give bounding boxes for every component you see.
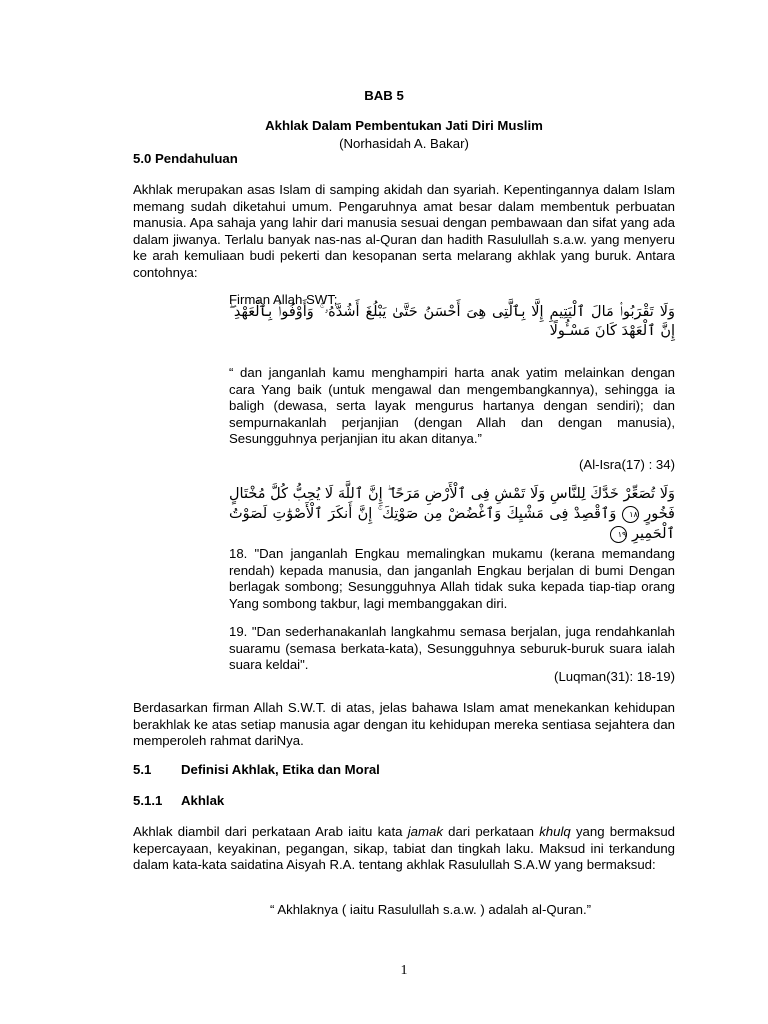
section-number: 5.1.1	[133, 793, 163, 808]
quote2-translation-18: 18. "Dan janganlah Engkau memalingkan mukamu (kerana memandang rendah) kepada manusia, dan janganlah Engkau berjalan di bumi Dengan berlagak sombong; Sesungguhnya Allah tidak suka kepada tiap-tiap orang Yang sombong takbur, lagi membanggakan diri.	[229, 546, 675, 611]
quote1-arabic-verse: وَلَا تَقْرَبُوا۟ مَالَ ٱلْيَتِيمِ إِلَّا بِٱلَّتِى هِىَ أَحْسَنُ حَتَّىٰ يَبْلُغَ أَشُدَّهُۥ ۚ وَأَوْفُوا۟ بِٱلْعَهْدِ ۖ إِنَّ ٱلْعَهْدَ كَانَ مَسْـُٔولًا	[229, 304, 675, 339]
text-run: Akhlak diambil dari perkataan Arab iaitu kata	[133, 824, 408, 839]
text-run: yang bermaksud kepercayaan, keyakinan, pegangan, sikap, tabiat dan tingkah laku. Maksud ini terkandung dalam kata-kata saidatina Aisyah R.A. tentang akhlak Rasulullah S.A.W yang bermaksud:	[133, 824, 675, 873]
section-heading-5-1-1	[133, 793, 225, 808]
ayah-marker-icon: ١٩	[610, 526, 627, 543]
quote1-reference: (Al-Isra(17) : 34)	[579, 457, 675, 472]
aisyah-quote: “ Akhlaknya ( iaitu Rasulullah s.a.w. ) adalah al-Quran.”	[270, 902, 592, 917]
italic-term: khulq	[539, 824, 571, 839]
italic-term: jamak	[407, 824, 443, 839]
akhlak-definition-paragraph	[133, 824, 675, 874]
quote1-intro: Firman Allah SWT;	[229, 292, 338, 307]
section-number: 5.1	[133, 762, 152, 777]
quote2-reference: (Luqman(31): 18-19)	[554, 669, 675, 684]
chapter-label: BAB 5	[364, 88, 404, 103]
quote2-translation-19: 19. "Dan sederhanakanlah langkahmu semasa berjalan, juga rendahkanlah suaramu (semasa berkata-kata), Sesungguhnya seburuk-buruk suara ialah suara keldai".	[229, 624, 675, 673]
text-run: dari perkataan	[442, 824, 540, 839]
section-title: Akhlak	[181, 793, 225, 808]
chapter-title: Akhlak Dalam Pembentukan Jati Diri Muslim	[265, 118, 543, 133]
author-name: (Norhasidah A. Bakar)	[339, 136, 469, 151]
conclusion-paragraph: Berdasarkan firman Allah S.W.T. di atas, jelas bahawa Islam amat menekankan kehidupan berakhlak ke atas setiap manusia agar dengan itu kehidupan mereka sentiasa sejahtera dan memperoleh rahmat dariNya.	[133, 700, 675, 749]
section-title: Definisi Akhlak, Etika dan Moral	[181, 762, 380, 777]
quote2-arabic-verses	[229, 484, 675, 544]
quote2-arabic-verse-18: وَلَا تُصَعِّرْ خَدَّكَ لِلنَّاسِ وَلَا تَمْشِ فِى ٱلْأَرْضِ مَرَحًا ۖ إِنَّ ٱللَّهَ لَا يُحِبُّ كُلَّ مُخْتَالٍ فَخُورٍ	[229, 486, 675, 522]
section-heading-5-0: 5.0 Pendahuluan	[133, 151, 238, 166]
quote2-arabic-verse-19: وَٱقْصِدْ فِى مَشْيِكَ وَٱغْضُضْ مِن صَوْتِكَ ۚ إِنَّ أَنكَرَ ٱلْأَصْوَٰتِ لَصَوْتُ ٱلْحَمِيرِ	[229, 506, 675, 542]
page-number: 1	[400, 963, 408, 978]
quote1-translation: “ dan janganlah kamu menghampiri harta anak yatim melainkan dengan cara Yang baik (untuk mengawal dan mengembangkannya), sehingga ia baligh (dewasa, serta layak mengurus hartanya dengan sendiri); dan sempurnakanlah perjanjian (dengan Allah dan dengan manusia), Sesungguhnya perjanjian itu akan ditanya.”	[229, 365, 675, 447]
section-heading-5-1	[133, 762, 380, 777]
ayah-marker-icon: ١٨	[622, 506, 639, 523]
intro-paragraph: Akhlak merupakan asas Islam di samping akidah dan syariah. Kepentingannya dalam Islam memang sudah diketahui umum. Pengaruhnya amat besar dalam membentuk perbuatan manusia. Apa sahaja yang lahir dari manusia sesuai dengan pembawaan dan sifat yang ada dalam jiwanya. Terlalu banyak nas-nas al-Quran dan hadith Rasulullah s.a.w. yang menyeru ke arah kemuliaan budi pekerti dan kesopanan serta melarang akhlak yang buruk. Antara contohnya:	[133, 182, 675, 280]
